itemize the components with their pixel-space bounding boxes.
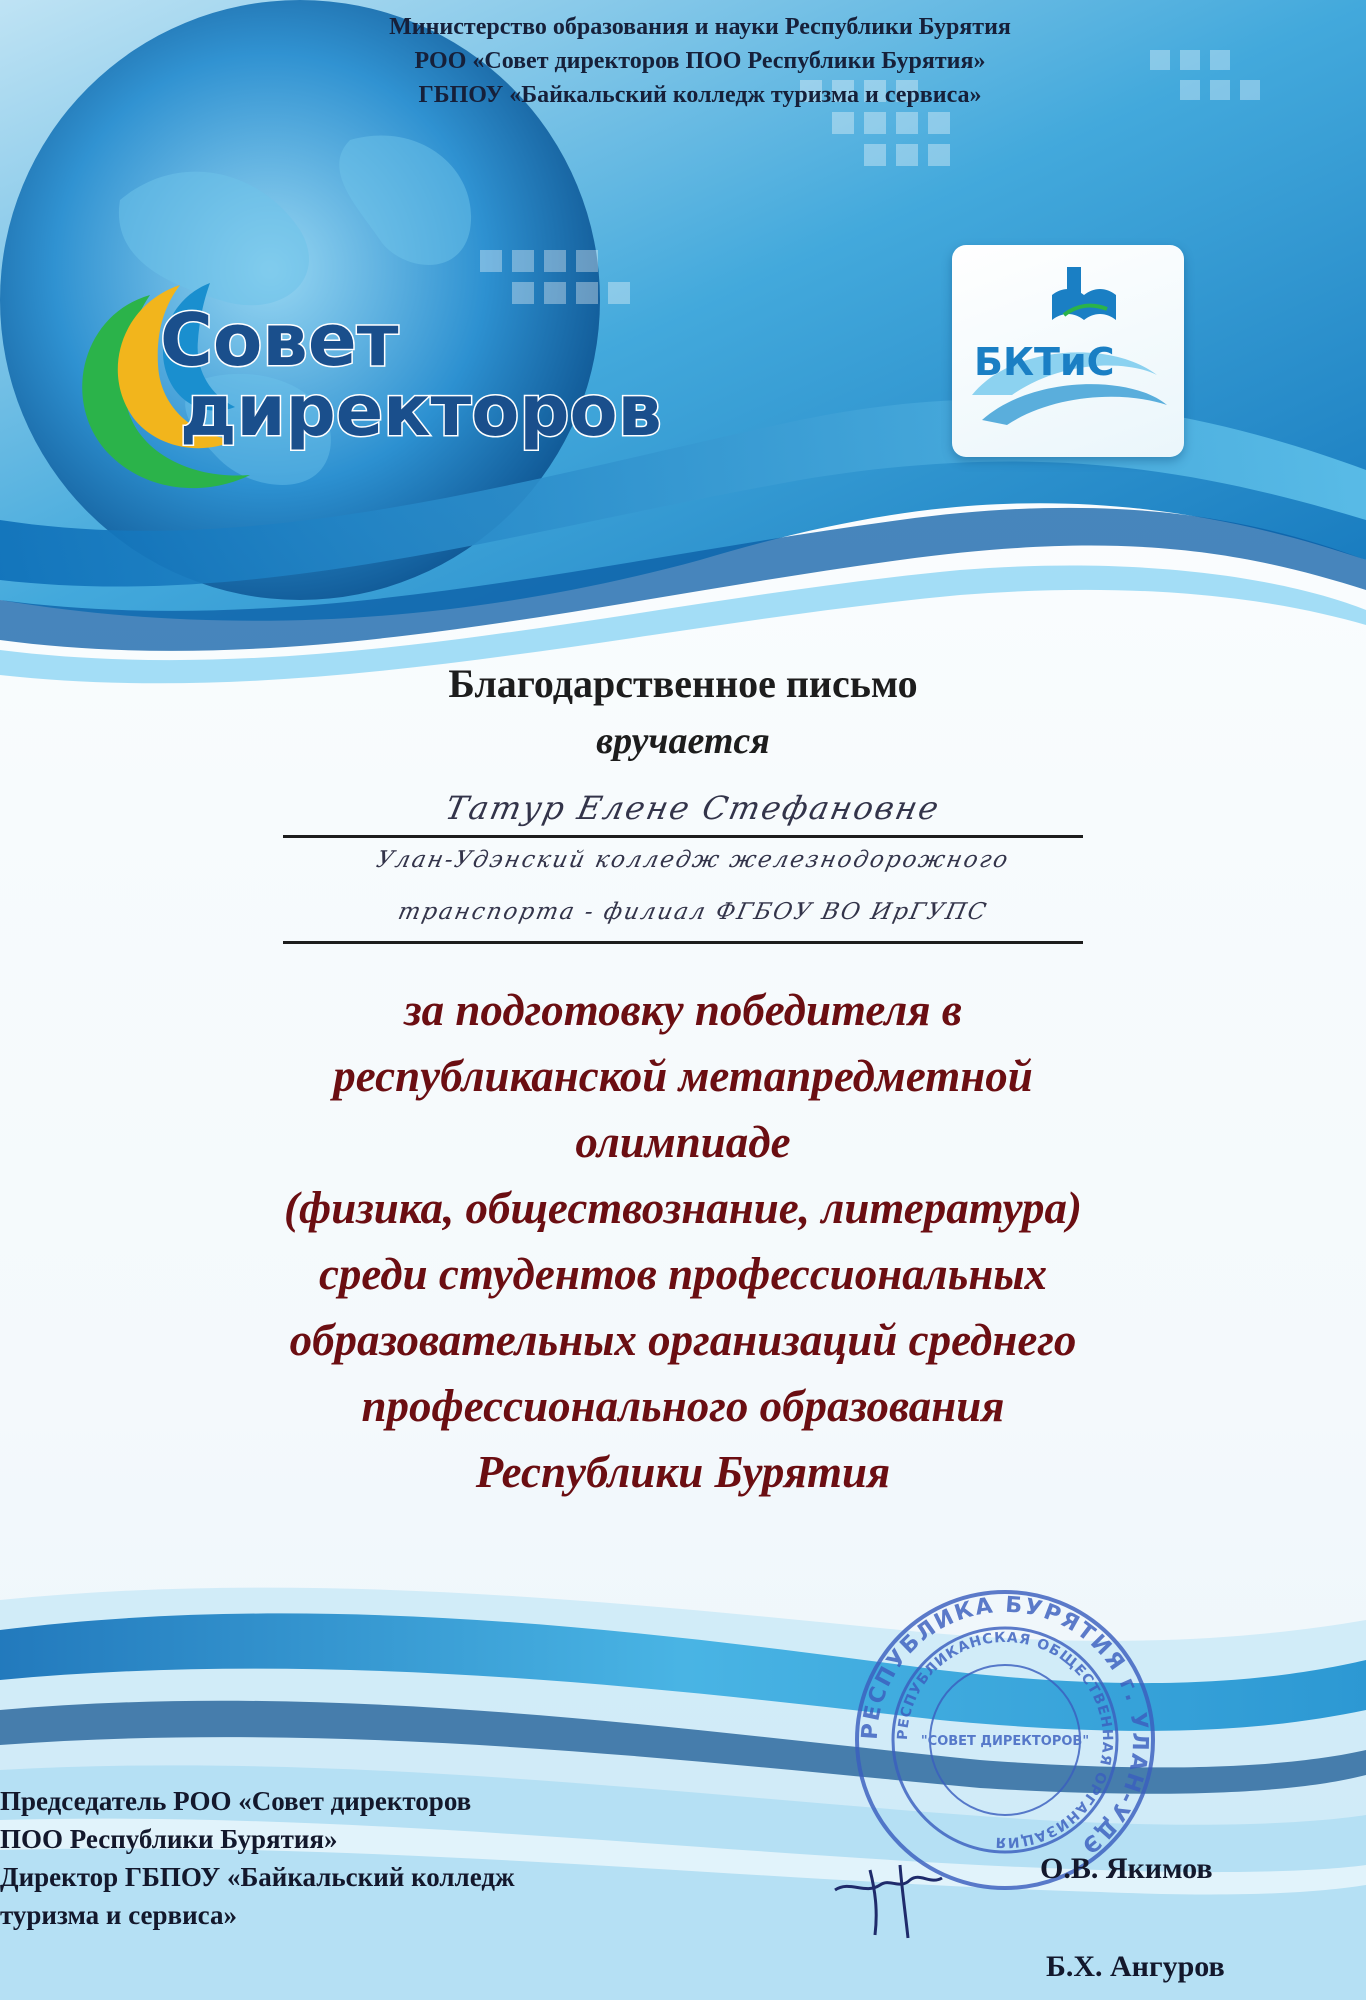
- signatory-title-line: Директор ГБПОУ «Байкальский колледж: [0, 1862, 515, 1892]
- college-logo: [952, 245, 1184, 457]
- logo-left-word1: Совет: [160, 298, 399, 382]
- signatory-title-line: туризма и сервиса»: [0, 1900, 237, 1930]
- college-logo-graphic: [952, 245, 1184, 457]
- stamp-outer-text: РЕСПУБЛИКА БУРЯТИЯ г. УЛАН-УДЭ: [857, 1592, 1153, 1860]
- issuer-header: [250, 10, 1150, 112]
- signatory-title-line: ПОО Республики Бурятия»: [0, 1824, 338, 1854]
- header-line-1: Министерство образования и науки Республики Бурятия: [389, 14, 1011, 40]
- stamp-inner-text: РЕСПУБЛИКАНСКАЯ ОБЩЕСТВЕННАЯ ОРГАНИЗАЦИЯ: [894, 1629, 1116, 1851]
- award-line: среди студентов профессиональных: [318, 1249, 1048, 1299]
- recipient-name-underline: [283, 835, 1083, 838]
- header-line-2: РОО «Совет директоров ПОО Республики Бурятия»: [414, 48, 986, 74]
- award-line: республиканской метапредметной: [333, 1051, 1033, 1101]
- award-line: образовательных организаций среднего: [289, 1315, 1077, 1365]
- signatory-name-1: О.В. Якимов: [1040, 1852, 1213, 1885]
- recipient-org-underline: [283, 941, 1083, 944]
- signatories-titles: [0, 1782, 700, 1934]
- recipient-org-line-2: транспорта - филиал ФГБОУ ВО ИрГУПС: [395, 899, 991, 925]
- council-of-directors-logo: [40, 255, 680, 515]
- award-line: за подготовку победителя в: [404, 985, 962, 1035]
- header-line-3: ГБПОУ «Байкальский колледж туризма и сервиса»: [418, 82, 982, 108]
- recipient-org-line-1: Улан-Удэнский колледж железнодорожного: [374, 847, 1012, 873]
- certificate-body: [0, 650, 1366, 1505]
- award-line: (физика, обществознание, литература): [284, 1183, 1082, 1233]
- signatory-title-line: Председатель РОО «Совет директоров: [0, 1786, 472, 1816]
- award-line: профессионального образования: [361, 1381, 1005, 1431]
- handwritten-signature: [830, 1850, 950, 1940]
- award-reason: [183, 977, 1183, 1505]
- stamp-center-text: "СОВЕТ ДИРЕКТОРОВ": [920, 1734, 1090, 1749]
- document-subtitle: вручается: [596, 720, 770, 762]
- logo-left-word2: директоров: [180, 370, 662, 452]
- award-line: олимпиаде: [575, 1117, 791, 1167]
- college-logo-text: БКТиС: [974, 340, 1115, 384]
- official-stamp: [850, 1585, 1160, 1895]
- bottom-decorative-band: [0, 1560, 1366, 2000]
- recipient-block: [283, 781, 1083, 951]
- document-title: Благодарственное письмо: [448, 661, 918, 706]
- award-line: Республики Бурятия: [475, 1447, 891, 1497]
- recipient-name: Татур Елене Стефановне: [442, 789, 944, 827]
- signatory-name-2: Б.Х. Ангуров: [1046, 1950, 1225, 1983]
